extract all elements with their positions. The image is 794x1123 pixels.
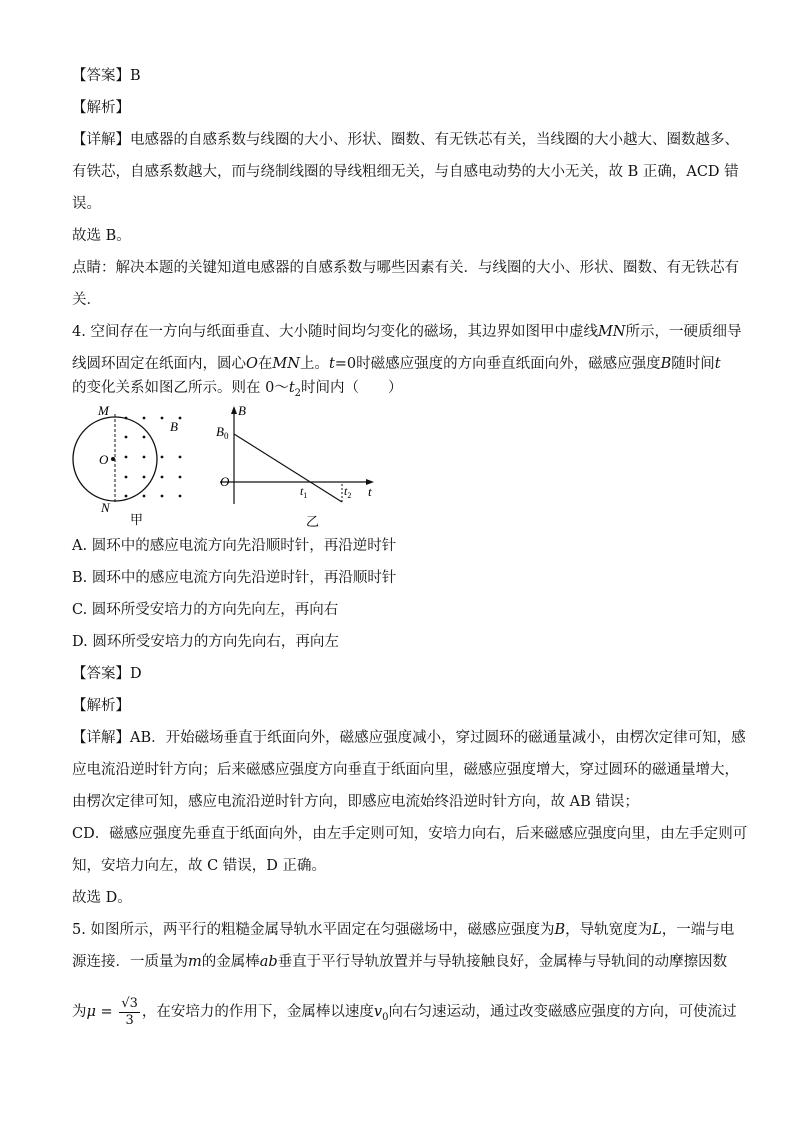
center-dot [111, 457, 115, 461]
q5-line-3: 为μ = $\frac{√3}{3}$ ，在安培力的作用下，金属棒以速度$v_0$向右匀速运动，通过改变磁感应强度的方向，可使流过 [72, 995, 737, 1028]
q4-detail-line-1: 【详解】AB．开始磁场垂直于纸面向外，磁感应强度减小，穿过圆环的磁通量减小，由楞次定律可知，感 [72, 730, 746, 746]
label-b0: $B_0$ [216, 424, 229, 441]
axis-label-b: B [238, 404, 246, 418]
q3-choose: 故选 B。 [72, 228, 131, 244]
q4-analysis-heading: 【解析】 [72, 698, 130, 714]
label-t2: $t_2$ [344, 484, 352, 500]
b-t-line [234, 434, 342, 502]
q4-choose: 故选 D。 [72, 890, 132, 906]
q4-stem-line-3: 的变化关系如图乙所示。则在 $0\sim t_2$时间内（ ） [72, 380, 403, 399]
label-t1: $t_1$ [300, 484, 308, 500]
label-o: O [99, 452, 109, 467]
q4-option-b: B. 圆环中的感应电流方向先沿逆时针，再沿顺时针 [72, 570, 397, 586]
q4-detail-line-5: 知，安培力向左，故 C 错误，D 正确。 [72, 858, 327, 874]
q3-detail-line-2: 有铁芯，自感系数越大，而与绕制线圈的导线粗细无关，与自感电动势的大小无关，故 B 正确，ACD 错 [72, 164, 739, 180]
q4-option-d: D. 圆环所受安培力的方向先向右，再向左 [72, 634, 339, 650]
figure-b [216, 404, 374, 529]
q4-detail-line-2: 应电流沿逆时针方向；后来磁感应强度方向垂直于纸面向里，磁感应强度增大，穿过圆环的磁通量增大， [72, 762, 739, 778]
label-n: N [101, 500, 110, 515]
axis-label-t: t [368, 484, 372, 499]
q5-line-2: 源连接．一质量为m的金属棒ab垂直于平行导轨放置并与导轨接触良好，金属棒与导轨间的动摩擦因数 [72, 954, 728, 970]
q4-answer: 【答案】D [72, 666, 142, 682]
b-axis-arrow [231, 406, 237, 414]
q4-stem-line-1: 4. 空间存在一方向与纸面垂直、大小随时间均匀变化的磁场，其边界如图甲中虚线MN所示，一硬质细导 [72, 324, 742, 340]
q3-answer: 【答案】B [72, 68, 141, 84]
label-b-field: B [170, 419, 178, 434]
q4-detail-line-3: 由楞次定律可知，感应电流沿逆时针方向，即感应电流始终沿逆时针方向，故 AB 错误； [72, 794, 639, 810]
q4-figures [70, 404, 390, 530]
q3-detail-line-3: 误。 [72, 196, 101, 212]
q5-line-1: 5. 如图所示，两平行的粗糙金属导轨水平固定在匀强磁场中，磁感应强度为B，导轨宽度为L，一端与电 [72, 922, 735, 938]
label-origin: O [220, 474, 230, 489]
q3-analysis-heading: 【解析】 [72, 100, 130, 116]
q3-note-line-2: 关． [72, 292, 101, 308]
q4-option-a: A. 圆环中的感应电流方向先沿顺时针，再沿逆时针 [72, 538, 397, 554]
caption-jia: 甲 [130, 512, 144, 527]
q4-stem-line-2: 线圆环固定在纸面内，圆心O在MN上。t=0时磁感应强度的方向垂直纸面向外，磁感应强度B随时间t [72, 356, 721, 372]
q4-option-c: C. 圆环所受安培力的方向先向左，再向右 [72, 602, 339, 618]
fraction-sqrt3-over-3: $\frac{√3}{3}$ [121, 995, 138, 1028]
q3-detail-line-1: 【详解】电感器的自感系数与线圈的大小、形状、圈数、有无铁芯有关，当线圈的大小越大、圈数越多、 [72, 132, 739, 148]
label-m: M [98, 404, 109, 418]
figure-a [73, 404, 181, 527]
caption-yi: 乙 [306, 514, 320, 529]
q3-note-line-1: 点睛：解决本题的关键知道电感器的自感系数与哪些因素有关．与线圈的大小、形状、圈数、有无铁芯有 [72, 260, 739, 276]
q4-detail-line-4: CD．磁感应强度先垂直于纸面向外，由左手定则可知，安培力向右，后来磁感应强度向里，由左手定则可 [72, 826, 748, 842]
